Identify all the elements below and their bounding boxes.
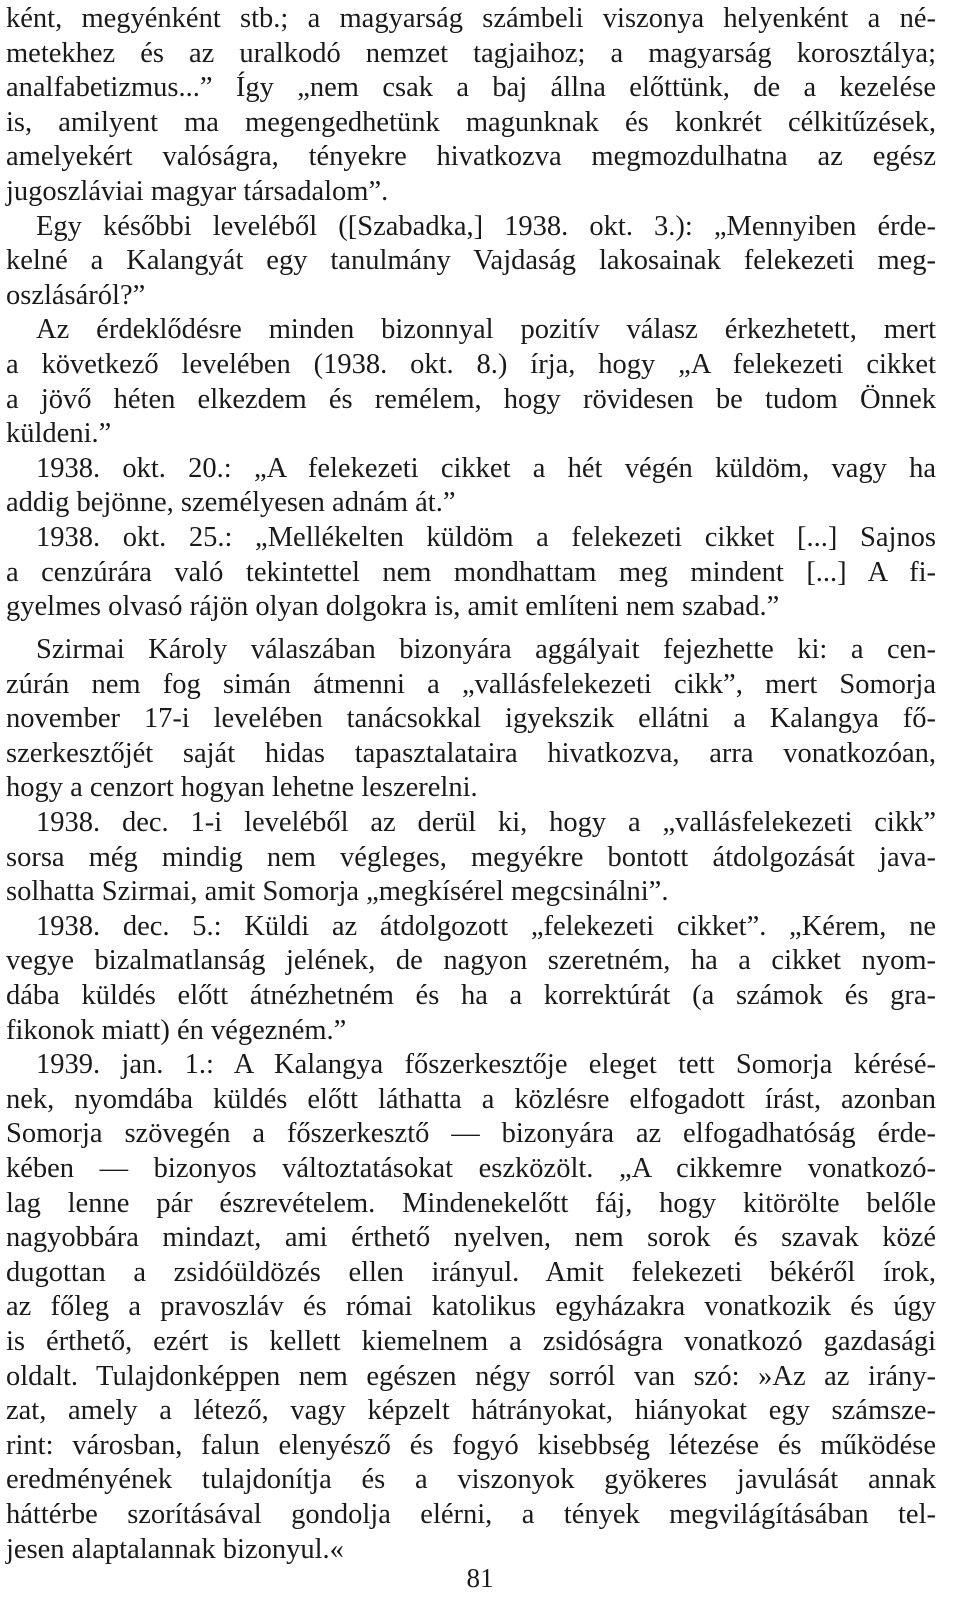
text-line: oszlásáról?” <box>6 279 146 311</box>
text-line: 1938. okt. 20.: „A felekezeti cikket a hét végén küldöm, vagy ha <box>36 452 936 484</box>
text-line: rint: városban, falun elenyésző és fogyó kisebbség létezése és működése <box>6 1429 936 1461</box>
text-line: 1938. okt. 25.: „Mellékelten küldöm a felekezeti cikket [...] Sajnos <box>36 522 936 553</box>
text-line: zúrán nem fog simán átmenni a „vallásfelekezeti cikk”, mert Somorja <box>6 668 936 700</box>
text-line: háttérbe szorításával gondolja elérni, a tények megvilágításában tel- <box>6 1499 936 1530</box>
text-line: 1938. dec. 1-i leveléből az derül ki, hogy a „vallásfelekezeti cikk” <box>36 807 936 838</box>
text-line: az főleg a pravoszláv és római katolikus egyházakra vonatkozik és úgy <box>6 1291 936 1323</box>
text-line: solhatta Szirmai, amit Somorja „megkísérel megcsinálni”. <box>6 876 669 908</box>
text-line: nagyobbára mindazt, ami érthető nyelven, nem sorok és szavak közé <box>6 1222 936 1254</box>
text-line: a következő levelében (1938. okt. 8.) írja, hogy „A felekezeti cikket <box>6 349 936 380</box>
text-line: a cenzúrára való tekintettel nem mondhattam meg mindent [...] A fi- <box>6 556 936 588</box>
text-line: kelné a Kalangyát egy tanulmány Vajdaság lakosainak felekezeti meg- <box>6 245 936 277</box>
text-line: addig bejönne, személyesen adnám át.” <box>6 487 456 519</box>
text-line: kében — bizonyos változtatásokat eszközölt. „A cikkemre vonatkozó- <box>6 1153 936 1184</box>
text-line: jugoszláviai magyar társadalom”. <box>6 176 389 207</box>
text-line: dába küldés előtt átnézhetném és ha a korrektúrát (a számok és gra- <box>6 980 936 1011</box>
text-line: gyelmes olvasó rájön olyan dolgokra is, amit említeni nem szabad.” <box>6 591 780 623</box>
text-line: eredményének tulajdonítja és a viszonyok gyökeres javulását annak <box>6 1464 936 1496</box>
text-line: 1938. dec. 5.: Küldi az átdolgozott „felekezeti cikket”. „Kérem, ne <box>36 910 936 942</box>
text-line: oldalt. Tulajdonképpen nem egészen négy sorról van szó: »Az az irány- <box>6 1360 936 1392</box>
text-line: zat, amely a létező, vagy képzelt hátrányokat, hiányokat egy számsze- <box>6 1395 936 1427</box>
text-line: Az érdeklődésre minden bizonnyal pozitív válasz érkezhetett, mert <box>36 314 936 346</box>
text-line: is, amilyent ma megengedhetünk magunknak és konkrét célkitűzések, <box>6 106 936 138</box>
text-line: küldeni.” <box>6 418 112 450</box>
text-line: 1939. jan. 1.: A Kalangya főszerkesztője eleget tett Somorja kérésé- <box>36 1049 936 1081</box>
text-line: jesen alaptalannak bizonyul.« <box>6 1533 344 1565</box>
text-line: szerkesztőjét saját hidas tapasztalataira hivatkozva, arra vonatkozóan, <box>6 737 936 769</box>
text-line: Somorja szövegén a főszerkesztő — bizonyára az elfogadhatóság érde- <box>6 1118 936 1150</box>
text-line: november 17-i levelében tanácsokkal igyekszik ellátni a Kalangya fő- <box>6 703 936 735</box>
text-line: fikonok miatt) én végezném.” <box>6 1014 347 1046</box>
text-line: hogy a cenzort hogyan lehetne leszerelni. <box>6 772 478 804</box>
text-line: Egy későbbi leveléből ([Szabadka,] 1938. okt. 3.): „Mennyiben érde- <box>36 210 936 242</box>
text-line: metekhez és az uralkodó nemzet tagjaihoz; a magyarság korosztálya; <box>6 37 936 69</box>
page-number: 81 <box>466 1563 494 1593</box>
text-line: ként, megyénként stb.; a magyarság számbeli viszonya helyenként a né- <box>6 3 936 34</box>
text-line: is érthető, ezért is kellett kiemelnem a zsidóságra vonatkozó gazdasági <box>6 1326 936 1357</box>
text-line: a jövő héten elkezdem és remélem, hogy rövidesen be tudom Önnek <box>6 383 936 415</box>
text-line: nek, nyomdába küldés előtt láthatta a közlésre elfogadott írást, azonban <box>6 1083 936 1115</box>
text-line: dugottan a zsidóüldözés ellen irányul. Amit felekezeti békéről írok, <box>6 1256 936 1288</box>
text-line: analfabetizmus...” Így „nem csak a baj állna előttünk, de a kezelése <box>6 72 936 104</box>
text-line: lag lenne pár észrevételem. Mindenekelőtt fáj, hogy kitörölte belőle <box>6 1187 936 1219</box>
text-line: Szirmai Károly válaszában bizonyára aggályait fejezhette ki: a cen- <box>36 634 936 665</box>
text-line: sorsa még mindig nem végleges, megyékre bontott átdolgozását java- <box>6 841 936 873</box>
text-line: vegye bizalmatlanság jelének, de nagyon szeretném, ha a cikket nyom- <box>6 945 936 977</box>
text-line: amelyekért valóságra, tényekre hivatkozva megmozdulhatna az egész <box>6 141 936 173</box>
